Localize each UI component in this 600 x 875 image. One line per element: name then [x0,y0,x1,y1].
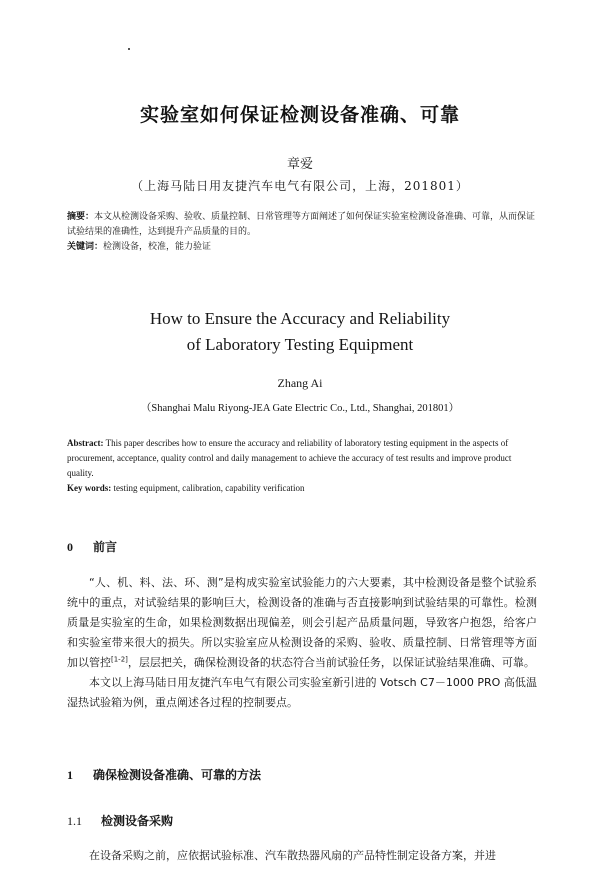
body-text [67,573,537,713]
english-abstract-text: This paper describes how to ensure the accuracy and reliability of laboratory testing equipment in the aspects of procurement, acceptance, quality control and daily management to achieve the accuracy of test results and improve product quality. [67,438,512,478]
chinese-affiliation: （上海马陆日用友捷汽车电气有限公司，上海，201801） [131,179,469,193]
section-number: 0 [67,540,73,554]
chinese-author: 章爱 [286,157,313,172]
english-abstract [67,436,537,481]
body-paragraph [67,573,537,673]
english-title-line-1: How to Ensure the Accuracy and Reliability [149,309,451,328]
english-abstract-label: Abstract: [67,438,104,448]
citation-ref: [1-2] [111,655,128,664]
chinese-abstract-text: 本文从检测设备采购、验收、质量控制、日常管理等方面阐述了如何保证实验室检测设备准确、可靠，从而保证试验结果的准确性，达到提升产品质量的目的。 [67,212,536,237]
chinese-keywords-text: 检测设备，校准，能力验证 [103,242,212,252]
paragraph-text: “人、机、料、法、环、测”是构成实验室试验能力的六大要素，其中检测设备是整个试验系统中的重点，对试验结果的影响巨大，检测设备的准确与否直接影响到试验结果的可靠性。检测质量是实验室的生命，如果检测数据出现偏差，则会引起产品质量问题，导致客户抱怨，给客户和实验室带来很大的损失。所以实验室应从检测设备的采购、验收、质量控制、日常管理等方面加以管控 [67,576,537,669]
subsection-number: 1.1 [67,814,82,828]
section-number: 1 [67,768,73,782]
chinese-abstract-block [67,210,537,255]
body-paragraph: 本文以上海马陆日用友捷汽车电气有限公司实验室新引进的 Votsch C7－1000 PRO 高低温湿热试验箱为例，重点阐述各过程的控制要点。 [67,676,537,709]
english-keywords-label: Key words: [67,483,112,493]
chinese-keywords-label: 关键词： [67,242,104,252]
section-heading-1 [67,766,261,783]
scan-speck [128,48,130,50]
chinese-title: 实验室如何保证检测设备准确、可靠 [139,104,460,126]
english-title-line-2: of Laboratory Testing Equipment [186,335,414,354]
chinese-keywords [67,240,537,255]
subsection-heading-1-1 [67,812,173,829]
body-paragraph-partial: 在设备采购之前，应依据试验标准、汽车散热器风扇的产品特性制定设备方案，并进 [89,849,496,862]
chinese-abstract-label: 摘要： [67,212,95,222]
section-title: 前言 [93,540,118,554]
chinese-abstract [67,210,537,240]
english-abstract-block [67,436,537,496]
section-title: 确保检测设备准确、可靠的方法 [93,768,262,782]
section-heading-0 [67,538,117,555]
english-affiliation: （Shanghai Malu Riyong-JEA Gate Electric Co., Ltd., Shanghai, 201801） [140,403,460,414]
subsection-title: 检测设备采购 [101,814,174,828]
english-author: Zhang Ai [277,376,323,390]
english-keywords [67,481,537,496]
english-keywords-text: testing equipment, calibration, capability verification [111,483,305,493]
paragraph-text: ，层层把关，确保检测设备的状态符合当前试验任务，以保证试验结果准确、可靠。 [127,656,535,669]
english-title [0,306,600,358]
